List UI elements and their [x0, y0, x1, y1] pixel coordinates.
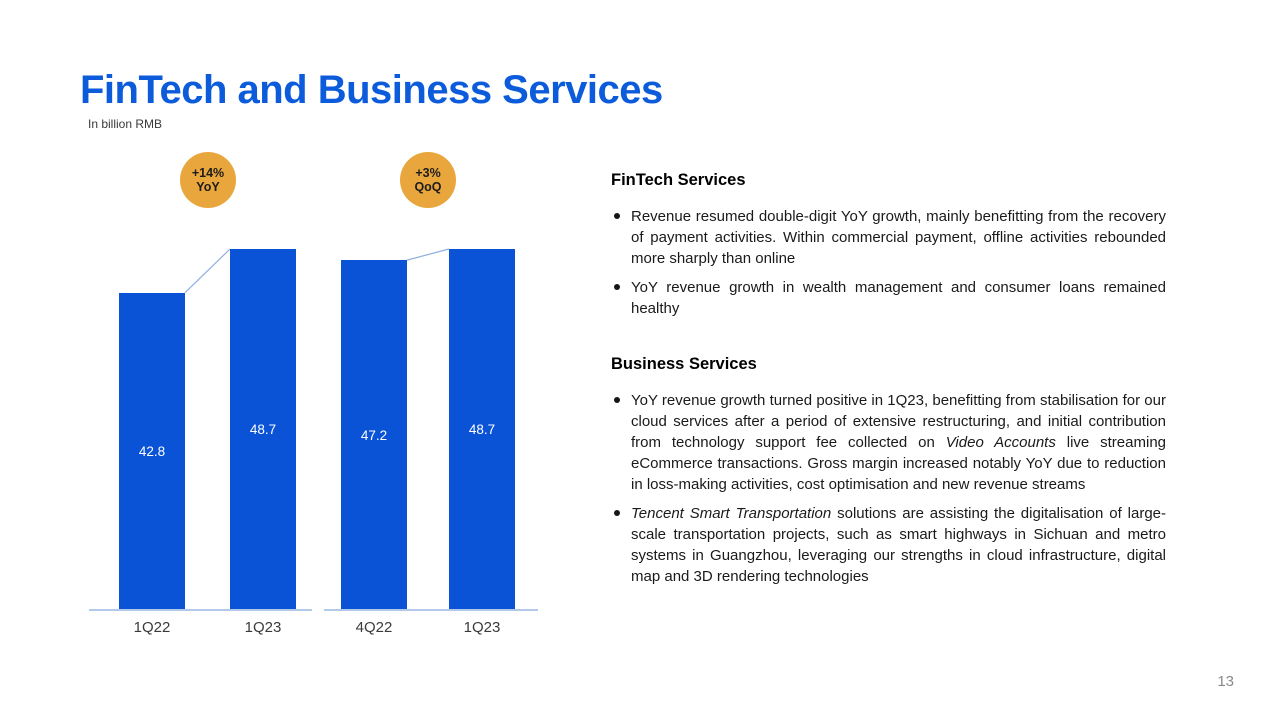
bullet-icon	[614, 510, 620, 516]
badge-label: QoQ	[414, 180, 442, 194]
bullet-icon	[614, 397, 620, 403]
text-run: YoY revenue growth in wealth management and consumer loans remained healthy	[631, 279, 1166, 317]
x-axis-line-group1	[89, 609, 312, 611]
chart-bar-1q23-3	[449, 249, 515, 610]
text-run: solutions are assisting the digitalisation of large-scale transportation projects, such as smart highways in Sichuan and metro systems in Guangzhou, leveraging our strengths in cloud infrastructure, digital map and 3D rendering technologies	[631, 505, 1167, 585]
slide-title: FinTech and Business Services	[80, 67, 663, 112]
chart-bar-4q22-2	[341, 260, 407, 610]
bullet-text	[631, 505, 1166, 585]
bullet-icon	[614, 284, 620, 290]
bullet-item	[611, 277, 1166, 319]
fintech-services-section	[611, 171, 1166, 319]
bullet-icon	[614, 213, 620, 219]
bar-value-label: 47.2	[360, 427, 388, 443]
business-services-section	[611, 355, 1166, 587]
chart-bar-1q23-1	[230, 249, 296, 610]
commentary-panel	[611, 171, 1166, 595]
text-run: Revenue resumed double-digit YoY growth, mainly benefitting from the recovery of payment activities. Within commercial payment, offline activities rebounded more sharply than online	[631, 208, 1166, 267]
bullet-item	[611, 503, 1166, 587]
yoy-growth-badge	[180, 152, 236, 208]
x-axis-label: 4Q22	[355, 619, 393, 636]
italic-text-run: Tencent Smart Transportation	[631, 505, 832, 522]
bullet-text	[631, 392, 1166, 493]
section-heading: Business Services	[611, 355, 757, 373]
x-axis-label: 1Q22	[133, 619, 171, 636]
text-run: YoY revenue growth turned positive in 1Q23, benefitting from stabilisation for our cloud services after a period of extensive restructuring, and initial contribution from technology support fee collected on	[631, 392, 1166, 451]
qoq-growth-badge	[400, 152, 456, 208]
bullet-item	[611, 206, 1166, 269]
bar-value-label: 48.7	[468, 422, 496, 437]
badge-value: +14%	[191, 166, 225, 180]
x-axis-label: 1Q23	[463, 619, 501, 636]
x-axis-label: 1Q23	[244, 619, 282, 636]
page-number: 13	[1217, 673, 1234, 690]
chart-bar-1q22-0	[119, 293, 185, 610]
bullet-text	[631, 279, 1166, 317]
unit-note: In billion RMB	[88, 117, 163, 131]
badge-value: +3%	[415, 166, 441, 180]
italic-text-run: Video Accounts	[945, 434, 1056, 451]
bar-value-label: 48.7	[249, 422, 277, 437]
text-run: live streaming eCommerce transactions. Gross margin increased notably YoY due to reduction in loss-making activities, cost optimisation and new revenue streams	[631, 434, 1167, 493]
x-axis-line-group2	[324, 609, 538, 611]
bullet-text	[631, 208, 1166, 267]
bullet-item	[611, 390, 1166, 495]
badge-label: YoY	[196, 180, 220, 194]
section-heading: FinTech Services	[611, 171, 746, 189]
bar-value-label: 42.8	[138, 443, 166, 459]
